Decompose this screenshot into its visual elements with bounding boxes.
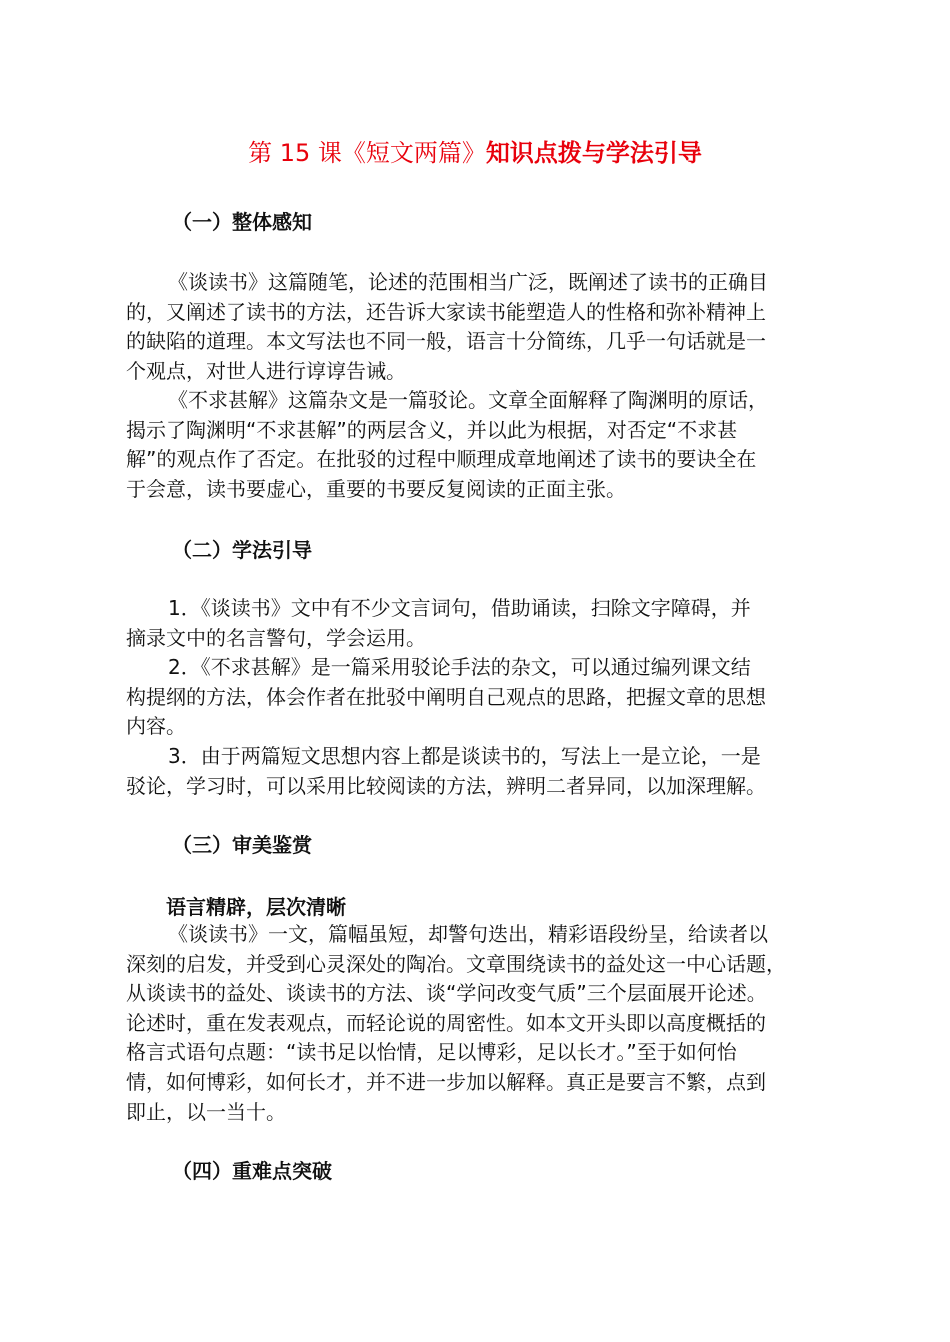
paragraph-line: 深刻的启发，并受到心灵深处的陶冶。文章围绕读书的益处这一中心话题， (126, 951, 786, 976)
paragraph-line: 揭示了陶渊明“不求甚解”的两层含义，并以此为根据，对否定“不求甚 (126, 417, 738, 442)
paragraph-line: 《谈读书》这篇随笔，论述的范围相当广泛，既阐述了读书的正确目 (168, 270, 768, 294)
paragraph-line: 2．《不求甚解》是一篇采用驳论手法的杂文，可以通过编列课文结 (168, 655, 751, 679)
section-heading-overall-perception: （一）整体感知 (172, 210, 312, 234)
document-title (0, 136, 950, 170)
paragraph-line: 即止，以一当十。 (126, 1099, 286, 1124)
paragraph-line: 个观点，对世人进行谆谆告诫。 (126, 358, 406, 383)
list-item-method-1 (126, 594, 838, 653)
list-item-method-2 (126, 653, 838, 742)
list-item-method-3 (126, 742, 838, 801)
paragraph-line: 从谈读书的益处、谈读书的方法、谈“学问改变气质”三个层面展开论述。 (126, 981, 767, 1006)
paragraph-line: 情，如何博彩，如何长才，并不进一步加以解释。真正是要言不繁，点到 (126, 1069, 766, 1094)
paragraph-line: 1．《谈读书》文中有不少文言词句，借助诵读，扫除文字障碍，并 (168, 596, 751, 620)
paragraph-line: 3．由于两篇短文思想内容上都是谈读书的，写法上一是立论，一是 (168, 744, 761, 768)
paragraph-line: 的缺陷的道理。本文写法也不同一般，语言十分简练，几乎一句话就是一 (126, 329, 766, 354)
paragraph-line: 论述时，重在发表观点，而轻论说的周密性。如本文开头即以高度概括的 (126, 1010, 766, 1035)
paragraph-line: 摘录文中的名言警句，学会运用。 (126, 625, 426, 650)
section-heading-key-difficulties: （四）重难点突破 (172, 1159, 332, 1183)
paragraph-line: 的，又阐述了读书的方法，还告诉大家读书能塑造人的性格和弥补精神上 (126, 299, 766, 324)
paragraph-line: 格言式语句点题：“读书足以怡情，足以博彩，足以长才。”至于如何怡 (126, 1040, 737, 1065)
title-topic: 知识点拨与学法引导 (485, 139, 702, 167)
subheading-language: 语言精辟，层次清晰 (166, 895, 346, 919)
section-heading-aesthetic-appreciation: （三）审美鉴赏 (172, 833, 312, 857)
paragraph-line: 解”的观点作了否定。在批驳的过程中顺理成章地阐述了读书的要诀全在 (126, 447, 757, 472)
paragraph-line: 《不求甚解》这篇杂文是一篇驳论。文章全面解释了陶渊明的原话， (168, 388, 768, 412)
paragraph-line: 于会意，读书要虚心，重要的书要反复阅读的正面主张。 (126, 476, 626, 501)
paragraph-tan-dushu-summary (126, 268, 838, 386)
section-heading-study-method: （二）学法引导 (172, 538, 312, 562)
paragraph-line: 构提纲的方法，体会作者在批驳中阐明自己观点的思路，把握文章的思想 (126, 684, 766, 709)
paragraph-line: 《谈读书》一文，篇幅虽短，却警句迭出，精彩语段纷呈，给读者以 (168, 922, 768, 946)
paragraph-buqiu-shenjie-summary (126, 386, 838, 504)
title-lesson: 第 15 课《短文两篇》 (248, 139, 486, 167)
paragraph-line: 内容。 (126, 714, 186, 739)
paragraph-language-analysis (126, 920, 838, 1127)
paragraph-line: 驳论，学习时，可以采用比较阅读的方法，辨明二者异同，以加深理解。 (126, 773, 766, 798)
